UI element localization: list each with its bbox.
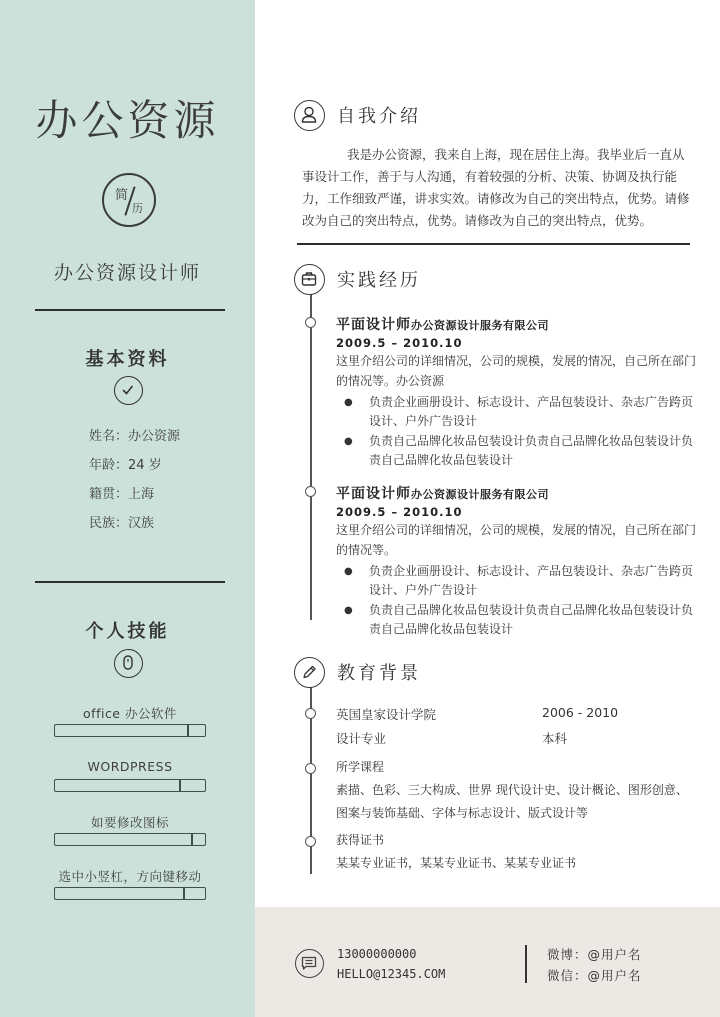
divider (297, 243, 690, 245)
experience-timeline (310, 293, 312, 620)
school-years: 2006 - 2010 (542, 705, 619, 720)
bullet-text: 负责企业画册设计、标志设计、产品包装设计、杂志广告跨页设计、户外广告设计 (369, 395, 694, 428)
bullet-text: 负责自己品牌化妆品包装设计负责自己品牌化妆品包装设计负责自己品牌化妆品包装设计 (369, 603, 694, 636)
skill-label: 如要修改图标 (90, 815, 169, 830)
check-circle-icon (114, 376, 143, 405)
experience-title: 实践经历 (337, 270, 421, 291)
job-title-line (336, 483, 696, 503)
badge-top-char: 简 (115, 188, 129, 203)
skill-slider-handle[interactable] (191, 833, 193, 845)
job-bullets (336, 393, 696, 470)
job-title: 办公资源设计师 (53, 262, 201, 284)
skill-label: WORDPRESS (87, 759, 173, 774)
job-entry-2 (336, 483, 696, 640)
message-icon (295, 949, 324, 978)
resume-badge-icon (102, 173, 156, 227)
job-entry-1 (336, 314, 696, 471)
degree: 本科 (542, 731, 568, 746)
skill-slider-handle[interactable] (179, 779, 181, 791)
job-bullet (336, 432, 696, 470)
badge-bottom-char: 历 (132, 202, 143, 215)
job-description: 这里介绍公司的详细情况，公司的规模，发展的情况，自己所在部门的情况等。办公资源 (336, 354, 697, 388)
timeline-dot (305, 763, 316, 774)
courses-label: 所学课程 (336, 760, 385, 774)
skill-bar-office (54, 724, 206, 737)
courses-text: 素描、色彩、三大构成、世界 现代设计史、设计概论、图形创意、图案与装饰基础、字体与标志设计、版式设计等 (336, 783, 688, 820)
job-position: 平面设计师 (336, 317, 411, 333)
bullet-text: 负责企业画册设计、标志设计、产品包装设计、杂志广告跨页设计、户外广告设计 (369, 564, 694, 597)
candidate-name: 办公资源 (35, 96, 220, 145)
skill-label: office 办公软件 (83, 706, 177, 721)
job-dates: 2009.5 – 2010.10 (336, 336, 463, 350)
wechat-handle: 微信：@用户名 (547, 968, 642, 983)
certs-block (336, 829, 691, 875)
divider (35, 581, 225, 583)
info-item-age (89, 456, 180, 485)
bullet-icon: ● (344, 436, 353, 447)
weibo-handle: 微博：@用户名 (547, 947, 642, 962)
info-label: 姓名： (89, 429, 129, 444)
info-item-name (89, 427, 180, 456)
pencil-icon (294, 657, 325, 688)
job-bullets (336, 562, 696, 639)
footer-divider (525, 945, 527, 983)
certs-text: 某某专业证书，某某专业证书、某某专业证书 (336, 856, 577, 870)
info-label: 民族： (89, 516, 129, 531)
job-title-line (336, 314, 696, 334)
certs-label: 获得证书 (336, 833, 385, 847)
sidebar (0, 0, 255, 1017)
job-bullet (336, 393, 696, 431)
skill-bar-wordpress (54, 779, 206, 792)
timeline-dot (305, 836, 316, 847)
job-bullet (336, 562, 696, 600)
skill-bar-move (54, 887, 206, 900)
job-dates: 2009.5 – 2010.10 (336, 505, 463, 519)
info-label: 籍贯： (89, 487, 129, 502)
skill-bar-icons (54, 833, 206, 846)
intro-text: 我是办公资源，我来自上海，现在居住上海。我毕业后一直从事设计工作，善于与人沟通，有着较强的分析、决策、协调及执行能力，工作细致严谨，讲求实效。请修改为自己的突出特点，优势。请修改为自己的突出特点，优势。请修改为自己的突出特点，优势。 (302, 147, 690, 228)
job-company: 办公资源设计服务有限公司 (411, 319, 549, 332)
info-label: 年龄： (89, 458, 129, 473)
basic-info-list (89, 427, 180, 543)
divider (35, 309, 225, 311)
phone-number[interactable]: 13000000000 (337, 947, 417, 961)
info-value: 24 岁 (128, 458, 162, 473)
skill-slider-handle[interactable] (183, 887, 185, 899)
briefcase-icon (294, 264, 325, 295)
mouse-icon (114, 649, 143, 678)
contact-footer (255, 907, 720, 1017)
bullet-icon: ● (344, 397, 353, 408)
skill-slider-handle[interactable] (187, 724, 189, 736)
intro-title: 自我介绍 (337, 106, 421, 127)
job-position: 平面设计师 (336, 486, 411, 502)
info-value: 汉族 (128, 516, 155, 531)
major: 设计专业 (336, 731, 387, 746)
user-icon (294, 100, 325, 131)
timeline-dot (305, 708, 316, 719)
job-bullet (336, 601, 696, 639)
timeline-dot (305, 486, 316, 497)
school-name: 英国皇家设计学院 (336, 707, 437, 722)
info-value: 上海 (128, 487, 155, 502)
skill-label: 选中小竖杠，方向键移动 (58, 869, 202, 884)
skills-heading: 个人技能 (85, 621, 170, 642)
email-address[interactable]: HELLO@12345.COM (337, 967, 446, 981)
basic-info-heading: 基本资料 (85, 349, 170, 370)
bullet-icon: ● (344, 605, 353, 616)
bullet-icon: ● (344, 566, 353, 577)
courses-block (336, 756, 691, 825)
bullet-text: 负责自己品牌化妆品包装设计负责自己品牌化妆品包装设计负责自己品牌化妆品包装设计 (369, 434, 694, 467)
job-company: 办公资源设计服务有限公司 (411, 488, 549, 501)
timeline-dot (305, 317, 316, 328)
info-item-ethnicity (89, 514, 180, 543)
job-description: 这里介绍公司的详细情况，公司的规模，发展的情况，自己所在部门的情况等。 (336, 523, 697, 557)
education-title: 教育背景 (337, 663, 421, 684)
info-value: 办公资源 (128, 429, 181, 444)
info-item-hometown (89, 485, 180, 514)
